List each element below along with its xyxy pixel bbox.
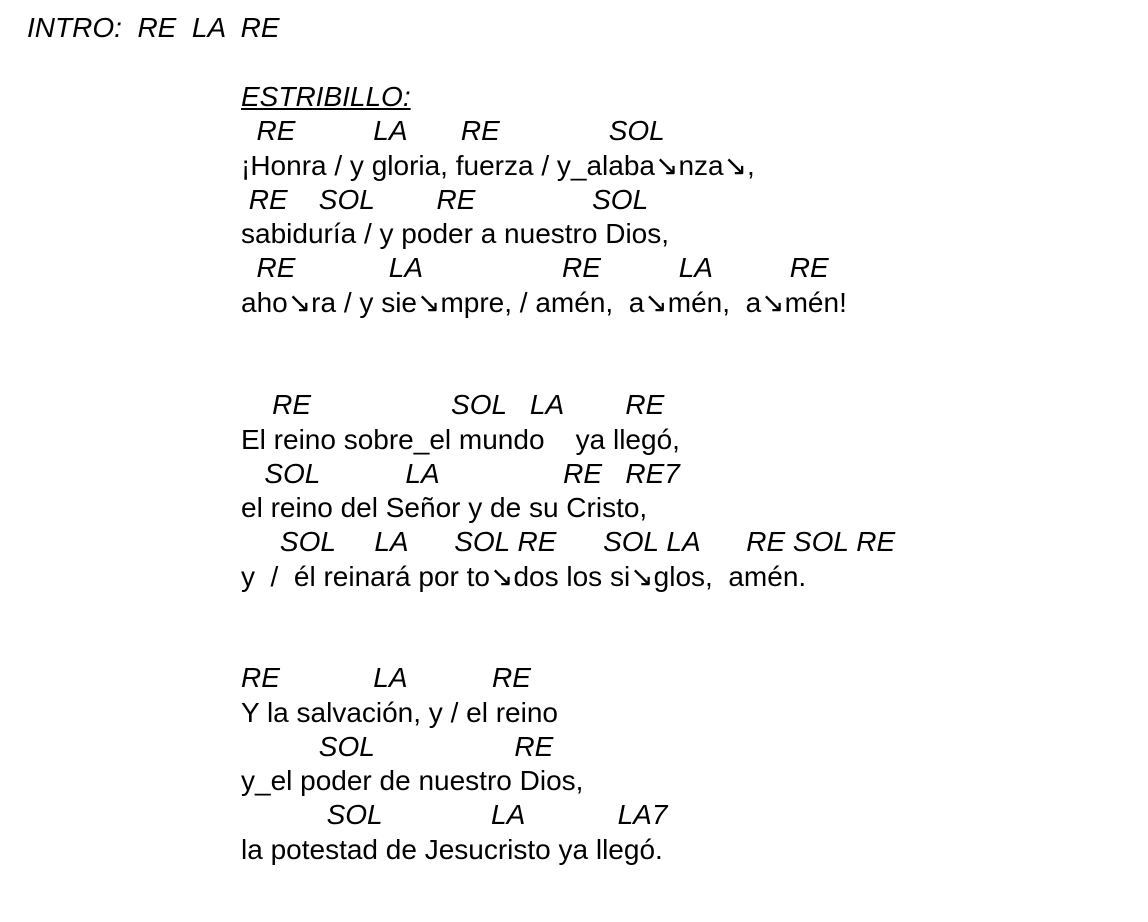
chord-line: RE LA RE	[241, 662, 531, 693]
chord-line: RE SOL RE SOL	[241, 184, 649, 215]
chord-line: SOL LA SOL RE SOL LA RE SOL RE	[241, 526, 896, 557]
chord-line: RE LA RE SOL	[241, 115, 665, 146]
lyric-line: la potestad de Jesucristo ya llegó.	[241, 834, 663, 865]
lyric-line: aho↘ra / y sie↘mpre, / amén, a↘mén, a↘mén!	[241, 287, 847, 318]
estribillo-heading: ESTRIBILLO:	[241, 81, 411, 112]
chord-line: RE SOL LA RE	[241, 389, 665, 420]
lyric-line: el reino del Señor y de su Cristo,	[241, 492, 648, 523]
chord-line: SOL LA RE RE7	[241, 458, 680, 489]
lyric-line: y_el poder de nuestro Dios,	[241, 765, 584, 796]
lyric-line: sabiduría / y poder a nuestro Dios,	[241, 218, 670, 249]
lyric-line: y / él reinará por to↘dos los si↘glos, amén.	[241, 561, 807, 592]
chord-line: RE LA RE LA RE	[241, 252, 829, 283]
lyric-line: Y la salvación, y / el reino	[241, 697, 558, 728]
intro-line: INTRO: RE LA RE	[27, 12, 280, 43]
chord-line: SOL LA LA7	[241, 799, 668, 830]
lyric-line: El reino sobre_el mundo ya llegó,	[241, 424, 680, 455]
chord-line: SOL RE	[241, 731, 554, 762]
lyric-line: ¡Honra / y gloria, fuerza / y_alaba↘nza↘,	[241, 150, 755, 181]
